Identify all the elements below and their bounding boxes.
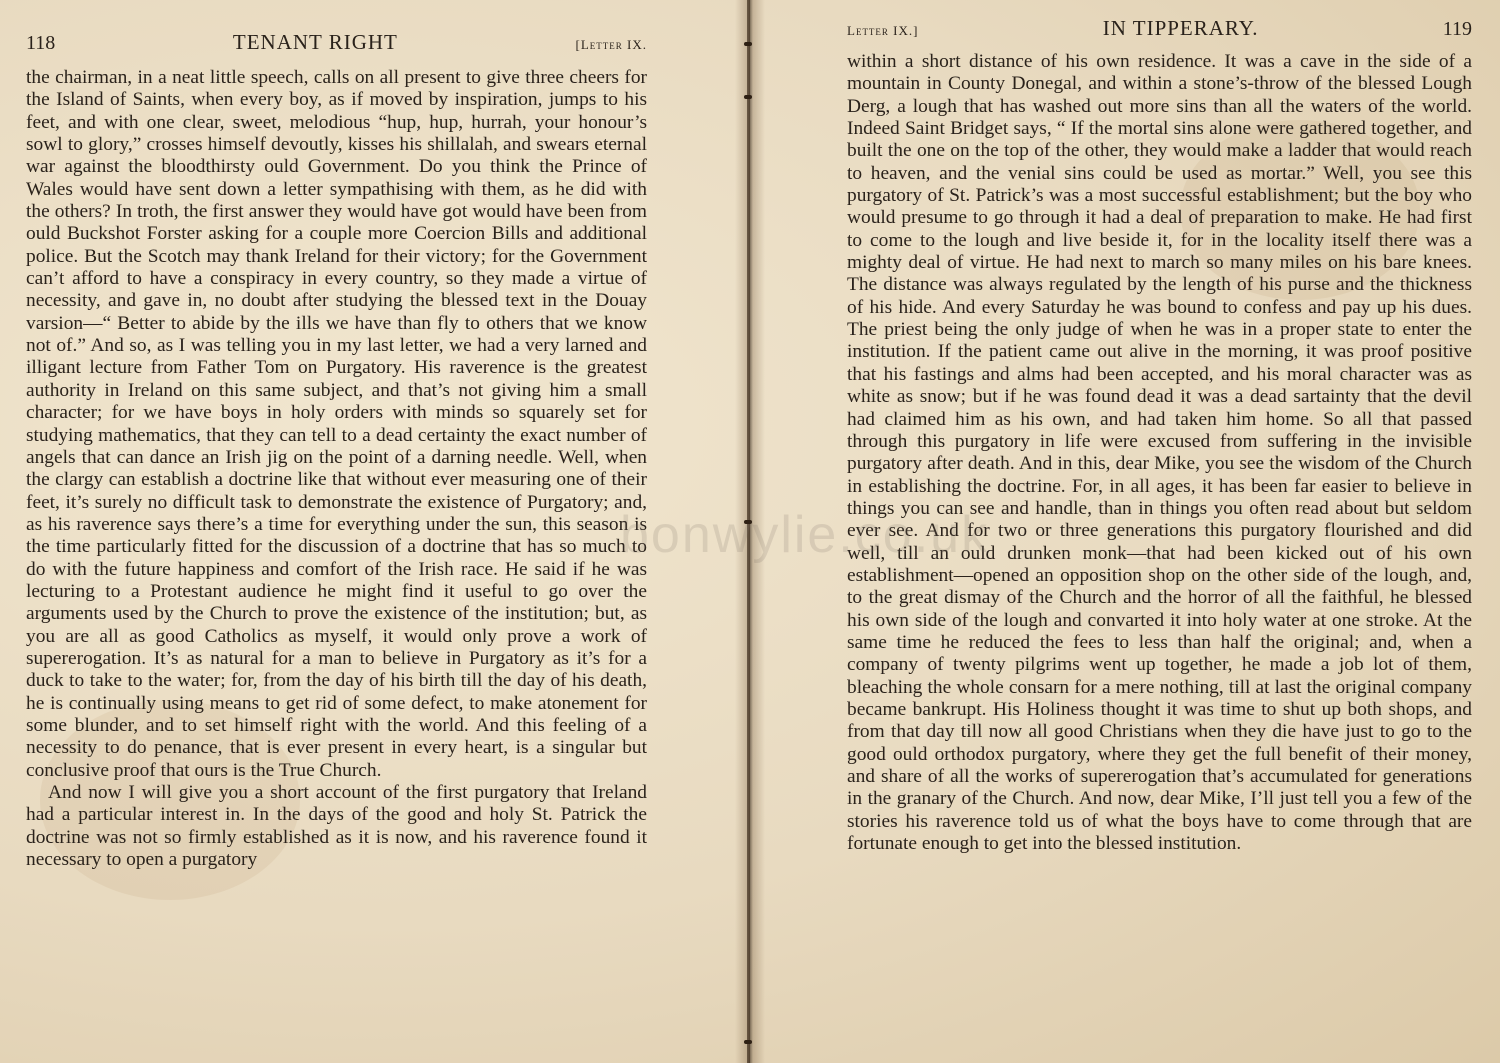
binding-stitch (744, 42, 752, 46)
running-head: TENANT RIGHT (232, 30, 398, 54)
running-head: IN TIPPERARY. (1102, 16, 1259, 40)
book-spine (747, 0, 750, 1063)
watermark-text: bonwylie.co.uk (620, 506, 990, 564)
paragraph: within a short distance of his own residence. It was a cave in the side of a mountain in County Donegal, and within a stone’s-throw of the blessed Lough Derg, a lough that has washed out more sins than all the waters of the world. Indeed Saint Bridget says, “ If the mortal sins alone were gathered together, and built the one on the top of the other, they would make a ladder that would reach to heaven, and the venial sins could be used as mortar.” Well, you see this purgatory of St. Patrick’s was a most successful establishment; but the boy who would presume to go through it had a deal of preparation to make. He had first to come to the lough and live beside it, for in the locality itself there was a mighty deal of virtue. He had next to march so many miles on his bare knees. The distance was always regulated by the length of his purse and the thickness of his hide. And every Saturday he was bound to confess and pay up his dues. The priest being the only judge of when he was in a proper state to enter the institution. If the patient came out alive in the morning, it was proof positive that his fastings and alms had been accepted, and his moral character was as white as snow; but if he was found dead it was a dead sartainty that the devil had claimed him as his own, and had taken him home. So all that passed through this purgatory in life were excused from suffering in the invisible purgatory after death. And in this, dear Mike, you see the wisdom of the Church in establishing the doctrine. For, in all ages, it has been far easier to believe in things you can see and handle, than in things you often read about but seldom ever see. And for two or three generations this purgatory flourished and did well, till an ould drunken monk—that had been kicked out of his own establishment—opened an opposition shop on the other side of the lough, and, to the great dismay of the Church and the horror of all the faithful, he blessed his own side of the lough and convarted it into holy water at one stroke. At the same time he reduced the fees to less than half the original; and, when a company of twenty pilgrims went up together, he made a job lot of them, bleaching the whole consarn for a mere nothing, till at last the original company became bankrupt. His Holiness thought it was time to shut up both shops, and from that day till now all good Christians when they die have just to go to the good ould orthodox purgatory, where they get the full benefit of their money, and share of all the works of supererogation that’s accumulated for generations in the granary of the Church. And now, dear Mike, I’ll just tell you a few of the stories his raverence told us of what the boys have to come through that are fortunate enough to get into the blessed institution. (847, 51, 1472, 855)
left-page (0, 0, 745, 1063)
binding-stitch (744, 95, 752, 99)
binding-stitch (744, 1040, 752, 1044)
letter-label: [Letter IX. (575, 37, 647, 52)
right-page (755, 0, 1500, 1063)
left-page-header (26, 30, 647, 55)
page-number: 118 (26, 32, 56, 54)
page-number: 119 (1442, 18, 1472, 40)
right-page-header (847, 16, 1472, 41)
left-page-body (26, 67, 647, 871)
paragraph: the chairman, in a neat little speech, calls on all present to give three cheers for the Island of Saints, when every boy, as if moved by inspiration, jumps to his feet, and with one clear, sweet, melodious “hup, hup, hurrah, your honour’s sowl to glory,” crosses himself devoutly, kisses his shillalah, and swears eternal war against the bloodthirsty ould Government. Do you think the Prince of Wales would have sent down a letter sympathising with them, as he did with the others? In troth, the first answer they would have got would have been from ould Buckshot Forster asking for a couple more Coercion Bills and additional police. But the Scotch may thank Ireland for their victory; for the Government can’t afford to have a conspiracy in every country, so they made a virtue of necessity, and gave in, no doubt after studying the blessed text in the Douay varsion—“ Better to abide by the ills we have than fly to others that we know not of.” And so, as I was telling you in my last letter, we had a very larned and illigant lecture from Father Tom on Purgatory. His raverence is the greatest authority in Ireland on this same subject, and that’s not giving him a small character; for we have boys in holy orders with minds so squarely set for studying mathematics, that they can tell to a dead certainty the exact number of angels that can dance an Irish jig on the point of a darning needle. Well, when the clargy can establish a doctrine like that without ever measuring one of their feet, it’s surely no difficult task to demonstrate the existence of Purgatory; and, as his raverence says there’s a time for everything under the sun, this season is the time particularly fitted for the discussion of a doctrine that has so much to do with the future happiness and comfort of the Irish race. He said if he was lecturing to a Protestant audience he might find it useful to go over the arguments used by the Church to prove the existence of the institution; but, as you are all as good Catholics as myself, it would only prove a work of supererogation. It’s as natural for a man to believe in Purgatory as it’s for a duck to take to the water; for, from the day of his birth till the day of his death, he is continually using means to get rid of some defect, to make atonement for some blunder, and to set himself right with the world. And this feeling of a necessity to do penance, that is ever present in every heart, is a singular but conclusive proof that ours is the True Church. (26, 67, 647, 781)
binding-stitch (744, 520, 752, 524)
paragraph: And now I will give you a short account of the first purgatory that Ireland had a particular interest in. In the days of the good and holy St. Patrick the doctrine was not so firmly established as it is now, and his raverence found it necessary to open a purgatory (26, 782, 647, 871)
letter-label: Letter IX.] (847, 23, 919, 38)
right-page-body (847, 51, 1472, 855)
